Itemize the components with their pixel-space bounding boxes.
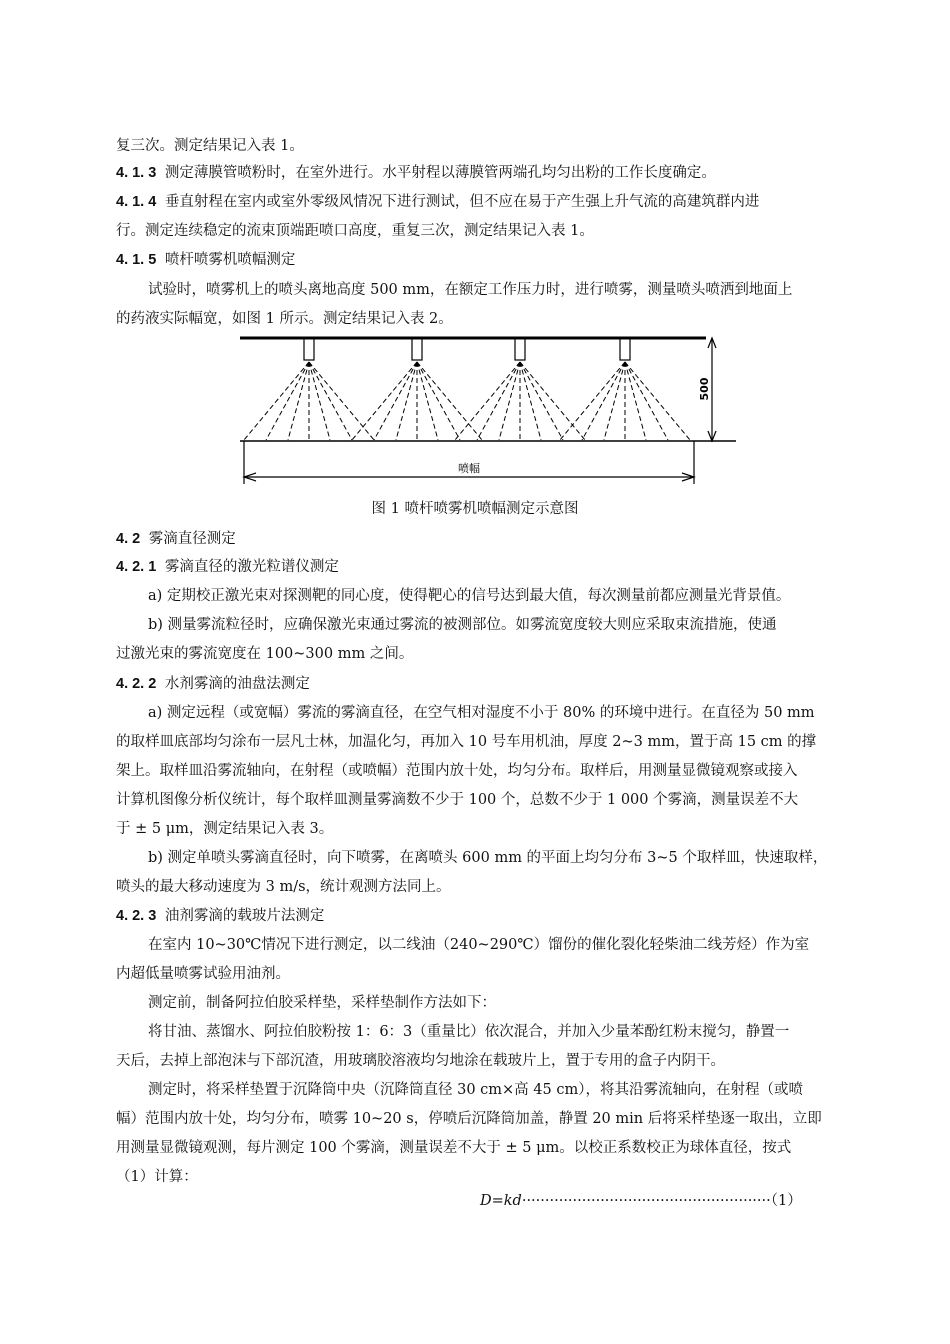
nozzle (412, 338, 422, 360)
spray-boom-figure (236, 332, 736, 488)
section-number: 4. 1. 4 (116, 194, 157, 210)
text-line: b) 测定单喷头雾滴直径时，向下喷雾，在离喷头 600 mm 的平面上均匀分布 3~5 个取样皿，快速取样， (148, 850, 828, 866)
nozzle (515, 338, 525, 360)
spray-cone (560, 362, 690, 440)
text-line: a) 定期校正激光束对探测靶的同心度，使得靶心的信号达到最大值，每次测量前都应测量光背景值。 (148, 588, 791, 604)
text-line: 测定时，将采样垫置于沉降筒中央（沉降筒直径 30 cm×高 45 cm），将其沿雾流轴向，在射程（或喷 (148, 1082, 803, 1098)
width-label: 喷幅 (458, 462, 480, 475)
text-line: （1）计算： (116, 1169, 198, 1185)
nozzle (620, 338, 630, 360)
height-label: 500 (698, 377, 711, 401)
section-number: 4. 2. 2 (116, 676, 157, 692)
equation-leader-dots: ······················································ (521, 1193, 771, 1209)
section-4-2-3 (116, 905, 856, 927)
text-line: 计算机图像分析仪统计，每个取样皿测量雾滴数不少于 100 个，总数不少于 1 000 个雾滴，测量误差不大 (116, 792, 799, 808)
text-line: 于 ± 5 μm，测定结果记入表 3。 (116, 821, 334, 837)
text-line: 用测量显微镜观测，每片测定 100 个雾滴，测量误差不大于 ± 5 μm。以校正系数校正为球体直径，按式 (116, 1140, 792, 1156)
section-number: 4. 1. 3 (116, 165, 157, 181)
equation-1 (480, 1190, 860, 1212)
section-number: 4. 1. 5 (116, 252, 157, 268)
text-line: 试验时，喷雾机上的喷头离地高度 500 mm，在额定工作压力时，进行喷雾，测量喷头喷洒到地面上 (148, 282, 793, 298)
section-text: 垂直射程在室内或室外零级风情况下进行测试，但不应在易于产生强上升气流的高建筑群内进 (164, 194, 760, 210)
spray-cone (455, 362, 585, 440)
text-line: 幅）范围内放十处，均匀分布，喷雾 10~20 s，停喷后沉降筒加盖，静置 20 min 后将采样垫逐一取出，立即 (116, 1111, 822, 1127)
text-line: 的药液实际幅宽，如图 1 所示。测定结果记入表 2。 (116, 311, 453, 327)
section-text: 雾滴直径测定 (148, 531, 236, 547)
text-line: b) 测量雾流粒径时，应确保激光束通过雾流的被测部位。如雾流宽度较大则应采取束流措施，使通 (148, 617, 777, 633)
section-text: 油剂雾滴的载玻片法测定 (164, 908, 325, 924)
section-4-2-2 (116, 673, 856, 695)
equation-lhs: D=kd (480, 1193, 522, 1209)
section-text: 测定薄膜管喷粉时，在室外进行。水平射程以薄膜管两端孔均匀出粉的工作长度确定。 (164, 165, 716, 181)
text-line: 过激光束的雾流宽度在 100~300 mm 之间。 (116, 646, 414, 662)
equation-number: （1） (770, 1193, 802, 1209)
text-line: 复三次。测定结果记入表 1。 (116, 138, 304, 154)
section-text: 雾滴直径的激光粒谱仪测定 (164, 559, 339, 575)
spray-cone (244, 362, 374, 440)
text-line: 天后，去掉上部泡沫与下部沉渣，用玻璃胶溶液均匀地涂在载玻片上，置于专用的盒子内阴干。 (116, 1053, 725, 1069)
text-line: 将甘油、蒸馏水、阿拉伯胶粉按 1：6：3（重量比）依次混合，并加入少量苯酚红粉末搅匀，静置一 (148, 1024, 790, 1040)
nozzle (304, 338, 314, 360)
section-text: 水剂雾滴的油盘法测定 (164, 676, 310, 692)
spray-cone (352, 362, 482, 440)
section-number: 4. 2. 3 (116, 908, 157, 924)
section-number: 4. 2. 1 (116, 559, 157, 575)
section-4-2-1 (116, 556, 856, 578)
text-line: 行。测定连续稳定的流束顶端距喷口高度，重复三次，测定结果记入表 1。 (116, 223, 594, 239)
text-line: 在室内 10~30℃情况下进行测定，以二线油（240~290℃）馏份的催化裂化轻柴油二线芳烃）作为室 (148, 937, 810, 953)
section-text: 喷杆喷雾机喷幅测定 (164, 252, 296, 268)
section-4-1-3 (116, 162, 856, 184)
section-number: 4. 2 (116, 531, 141, 547)
section-4-2 (116, 528, 856, 550)
text-line: 内超低量喷雾试验用油剂。 (116, 966, 290, 982)
text-line: 喷头的最大移动速度为 3 m/s，统计观测方法同上。 (116, 879, 451, 895)
text-line: 测定前，制备阿拉伯胶采样垫，采样垫制作方法如下： (148, 995, 496, 1011)
section-4-1-4 (116, 191, 856, 213)
text-line: 架上。取样皿沿雾流轴向，在射程（或喷幅）范围内放十处，均匀分布。取样后，用测量显微镜观察或接入 (116, 763, 798, 779)
text-line: a) 测定远程（或宽幅）雾流的雾滴直径，在空气相对湿度不小于 80% 的环境中进行。在直径为 50 mm (148, 705, 815, 721)
section-4-1-5 (116, 249, 856, 271)
figure-caption: 图 1 喷杆喷雾机喷幅测定示意图 (371, 501, 579, 517)
text-line: 的取样皿底部均匀涂布一层凡士林，加温化匀，再加入 10 号车用机油，厚度 2~3 mm，置于高 15 cm 的撑 (116, 734, 817, 750)
